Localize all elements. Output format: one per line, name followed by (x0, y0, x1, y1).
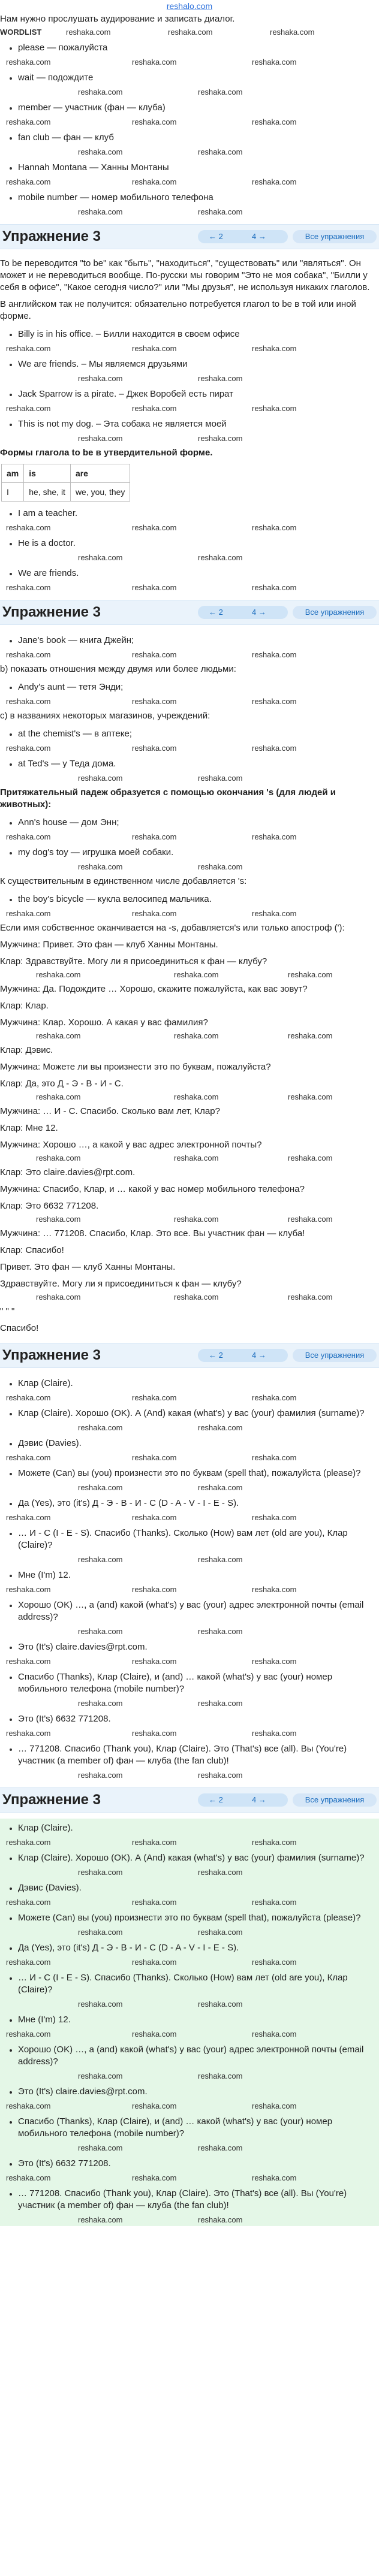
watermark: reshaka.com (198, 2143, 243, 2152)
watermark-row (0, 28, 379, 38)
wordlist-item: wait — подождите (0, 68, 379, 87)
dialogue-line: Клар: Спасибо! (0, 1245, 64, 1255)
exercise-bar (0, 1343, 379, 1368)
watermark-row (0, 832, 379, 843)
exercise-pager (198, 606, 288, 619)
list-item: my dog's toy — игрушка моей собаки. (0, 843, 379, 862)
rule-text: Если имя собственное оканчивается на -s, добавляется's или только апостроф ('): (0, 923, 345, 933)
table-cell: we, you, they (70, 483, 130, 502)
dialogue-line: Клар: Да, это Д - Э - В - И - С. (0, 1079, 124, 1089)
watermark: reshaka.com (132, 58, 177, 67)
watermark: reshaka.com (198, 2071, 243, 2080)
watermark-row (0, 697, 379, 708)
dialogue-line: Мужчина: Спасибо, Клар, и … какой у вас номер мобильного телефона? (0, 1184, 305, 1194)
watermark: reshaka.com (132, 909, 177, 918)
answer-item: Мне (I'm) 12. (0, 2010, 379, 2030)
watermark-row (0, 1215, 379, 1225)
watermark: reshaka.com (132, 1729, 177, 1738)
watermark: reshaka.com (288, 1092, 333, 1101)
watermark: reshaka.com (36, 1215, 81, 1224)
watermark: reshaka.com (132, 744, 177, 753)
rule-text: Притяжательный падеж образуется с помощью окончания 's (для людей и животных): (0, 787, 336, 810)
watermark: reshaka.com (6, 177, 51, 186)
dialogue-line: Мужчина: Привет. Это фан — клуб Ханны Монтаны. (0, 940, 218, 950)
watermark-row (0, 1958, 379, 1968)
exercise-title: Упражнение 3 (2, 228, 101, 244)
watermark-row (0, 2215, 379, 2226)
all-exercises-button[interactable]: Все упражнения (293, 1793, 377, 1807)
exercise-title: Упражнение 3 (2, 604, 101, 620)
watermark: reshaka.com (132, 650, 177, 659)
prev-exercise-button[interactable]: ← 2 (209, 232, 223, 241)
list-item: Jane's book — книга Джейн; (0, 631, 379, 650)
dialogue-line: Мужчина: Можете ли вы произнести это по буквам, пожалуйста? (0, 1062, 271, 1072)
exercise-title: Упражнение 3 (2, 1347, 101, 1363)
watermark-row (0, 207, 379, 218)
watermark: reshaka.com (132, 697, 177, 706)
answer-item: Можете (Can) вы (you) произнести это по буквам (spell that), пожалуйста (please)? (0, 1908, 379, 1928)
watermark-row (0, 1898, 379, 1908)
watermark: reshaka.com (78, 147, 123, 156)
watermark: reshaka.com (288, 970, 333, 979)
watermark: reshaka.com (6, 2173, 51, 2182)
watermark: reshaka.com (132, 1453, 177, 1462)
watermark: reshaka.com (6, 650, 51, 659)
watermark: reshaka.com (6, 523, 51, 532)
example-item: He is a doctor. (0, 534, 379, 553)
watermark: reshaka.com (174, 1215, 219, 1224)
answer-item: Это (It's) claire.davies@rpt.com. (0, 2082, 379, 2101)
watermark: reshaka.com (78, 1483, 123, 1492)
answer-item: Клар (Claire). (0, 1374, 379, 1393)
exercise-pager (198, 230, 288, 243)
watermark: reshaka.com (132, 2173, 177, 2182)
exercise-bar (0, 600, 379, 625)
dialogue-line: Мужчина: Клар. Хорошо. А какая у вас фамилия? (0, 1017, 208, 1028)
example-item: We are friends. (0, 564, 379, 583)
answer-list-highlighted (0, 1819, 379, 2226)
watermark: reshaka.com (198, 87, 243, 96)
watermark-row (0, 374, 379, 385)
watermark: reshaka.com (252, 523, 297, 532)
answer-item: Это (It's) 6632 771208. (0, 1710, 379, 1729)
watermark: reshaka.com (174, 1092, 219, 1101)
watermark: reshaka.com (252, 404, 297, 413)
watermark-row (0, 583, 379, 594)
exercise-title: Упражнение 3 (2, 1792, 101, 1808)
watermark-row (0, 87, 379, 98)
watermark: reshaka.com (36, 1153, 81, 1162)
forms-examples (0, 504, 379, 594)
watermark-row (0, 970, 379, 981)
watermark-row (0, 1423, 379, 1434)
wordlist-item: mobile number — номер мобильного телефона (0, 188, 379, 207)
intro-text: Нам нужно прослушать аудирование и записать диалог. (0, 14, 235, 24)
watermark: reshaka.com (6, 1958, 51, 1967)
grammar-paragraph: В английском так не получится: обязательно потребуется глагол to be в той или иной форме. (0, 299, 356, 321)
answer-item: Дэвис (Davies). (0, 1879, 379, 1898)
next-exercise-button[interactable]: 4 → (252, 1795, 266, 1804)
answer-item: Клар (Claire). (0, 1819, 379, 1838)
watermark: reshaka.com (78, 2000, 123, 2009)
rule-text: К существительным в единственном числе добавляется 's: (0, 876, 247, 886)
list-item: Ann's house — дом Энн; (0, 813, 379, 832)
watermark: reshaka.com (198, 774, 243, 783)
watermark: reshaka.com (198, 2215, 243, 2224)
watermark: reshaka.com (6, 1838, 51, 1847)
watermark: reshaka.com (198, 207, 243, 216)
forms-heading: Формы глагола to be в утвердительной форме. (0, 448, 213, 458)
watermark: reshaka.com (6, 344, 51, 353)
watermark-row (0, 1771, 379, 1781)
answer-item: Дэвис (Davies). (0, 1434, 379, 1453)
watermark: reshaka.com (198, 1928, 243, 1937)
wordlist (0, 38, 379, 218)
watermark-row (0, 1483, 379, 1494)
watermark: reshaka.com (132, 1585, 177, 1594)
watermark-row (0, 2071, 379, 2082)
answer-line: Спасибо! (0, 1323, 39, 1333)
answer-lines (0, 1259, 379, 1337)
watermark-row (0, 404, 379, 415)
watermark: reshaka.com (198, 147, 243, 156)
watermark-row (0, 2101, 379, 2112)
watermark: reshaka.com (78, 1699, 123, 1708)
watermark: reshaka.com (132, 404, 177, 413)
watermark: reshaka.com (252, 177, 297, 186)
answer-item: Спасибо (Thanks), Клар (Claire), и (and) … какой (what's) у вас (your) номер мобильного телефона (mobile number)? (0, 1668, 379, 1699)
watermark: reshaka.com (36, 1031, 81, 1040)
watermark: reshaka.com (78, 1928, 123, 1937)
answer-line: Здравствуйте. Могу ли я присоединиться к фан — клубу? (0, 1279, 242, 1289)
watermark-row (0, 177, 379, 188)
watermark: reshaka.com (6, 832, 51, 841)
watermark: reshaka.com (132, 523, 177, 532)
watermark: reshaka.com (36, 1292, 81, 1301)
watermark: reshaka.com (132, 1898, 177, 1907)
watermark: reshaka.com (132, 2030, 177, 2039)
wordlist-item: fan club — фан — клуб (0, 128, 379, 147)
watermark: reshaka.com (198, 1555, 243, 1564)
answer-item: … 771208. Спасибо (Thank you), Клар (Claire). Это (That's) все (all). Вы (You're) участник (a member of) фан — клуба (the fan club)! (0, 2184, 379, 2215)
watermark: reshaka.com (78, 1868, 123, 1877)
example-item: I am a teacher. (0, 504, 379, 523)
watermark: reshaka.com (78, 207, 123, 216)
watermark: reshaka.com (78, 774, 123, 783)
watermark: reshaka.com (78, 1555, 123, 1564)
next-exercise-button[interactable]: 4 → (252, 232, 266, 241)
watermark: reshaka.com (198, 862, 243, 871)
grammar-examples (0, 325, 379, 445)
watermark: reshaka.com (6, 697, 51, 706)
watermark: reshaka.com (252, 909, 297, 918)
watermark: reshaka.com (36, 970, 81, 979)
example-item: Billy is in his office. – Билли находится в своем офисе (0, 325, 379, 344)
watermark: reshaka.com (6, 1393, 51, 1402)
forms-table (1, 464, 130, 502)
answer-item: Это (It's) 6632 771208. (0, 2154, 379, 2173)
watermark: reshaka.com (78, 2071, 123, 2080)
watermark: reshaka.com (6, 1513, 51, 1522)
rule-text: b) показать отношения между двумя или более людьми: (0, 664, 236, 674)
watermark: reshaka.com (252, 650, 297, 659)
watermark: reshaka.com (252, 697, 297, 706)
exercise-bar (0, 1787, 379, 1813)
table-cell: I (2, 483, 24, 502)
exercise-bar (0, 224, 379, 249)
watermark-row (0, 909, 379, 920)
table-cell: he, she, it (24, 483, 71, 502)
watermark-row (0, 1838, 379, 1849)
watermark: reshaka.com (78, 87, 123, 96)
watermark: reshaka.com (132, 1393, 177, 1402)
watermark-row (0, 1657, 379, 1668)
watermark: reshaka.com (252, 1898, 297, 1907)
prev-exercise-button[interactable]: ← 2 (209, 1351, 223, 1360)
table-header: am (2, 464, 24, 483)
watermark: reshaka.com (174, 970, 219, 979)
answer-line: Привет. Это фан — клуб Ханны Монтаны. (0, 1262, 176, 1272)
next-exercise-button[interactable]: 4 → (252, 1351, 266, 1360)
exercise-pager (198, 1349, 288, 1362)
answer-item: … И - С (I - E - S). Спасибо (Thanks). Сколько (How) вам лет (old are you), Клар (Claire)? (0, 1524, 379, 1555)
watermark: reshaka.com (78, 2143, 123, 2152)
watermark-row (0, 1585, 379, 1596)
watermark: reshaka.com (288, 1215, 333, 1224)
watermark-row (0, 774, 379, 784)
watermark: reshaka.com (198, 1423, 243, 1432)
watermark-row (0, 1031, 379, 1042)
watermark: reshaka.com (252, 1453, 297, 1462)
watermark-row (0, 1868, 379, 1879)
answer-item: Это (It's) claire.davies@rpt.com. (0, 1638, 379, 1657)
watermark-row (0, 2173, 379, 2184)
watermark: reshaka.com (252, 832, 297, 841)
example-item: This is not my dog. – Эта собака не является моей (0, 415, 379, 434)
dialogue-line: Клар: Это 6632 771208. (0, 1201, 99, 1211)
watermark: reshaka.com (6, 744, 51, 753)
watermark: reshaka.com (288, 1153, 333, 1162)
watermark-row (0, 434, 379, 445)
watermark: reshaka.com (252, 2030, 297, 2039)
rule-text: c) в названиях некоторых магазинов, учреждений: (0, 711, 210, 721)
watermark: reshaka.com (78, 862, 123, 871)
next-exercise-button[interactable]: 4 → (252, 608, 266, 617)
wordlist-item: Hannah Montana — Ханны Монтаны (0, 158, 379, 177)
watermark: reshaka.com (198, 1699, 243, 1708)
dialogue (0, 937, 379, 1259)
watermark: reshaka.com (132, 1838, 177, 1847)
watermark-row (0, 1555, 379, 1566)
watermark-row (0, 1393, 379, 1404)
watermark-row (0, 1153, 379, 1164)
watermark: reshaka.com (132, 1657, 177, 1666)
watermark: reshaka.com (6, 404, 51, 413)
watermark: reshaka.com (198, 1868, 243, 1877)
watermark: reshaka.com (6, 1453, 51, 1462)
watermark-row (0, 1292, 379, 1303)
watermark-row (0, 650, 379, 661)
dialogue-line: Клар: Это claire.davies@rpt.com. (0, 1167, 136, 1177)
watermark: reshaka.com (132, 117, 177, 126)
watermark: reshaka.com (252, 2173, 297, 2182)
prev-exercise-button[interactable]: ← 2 (209, 1795, 223, 1804)
watermark: reshaka.com (198, 2000, 243, 2009)
watermark-row (0, 2030, 379, 2040)
watermark: reshaka.com (78, 374, 123, 383)
watermark-row (0, 147, 379, 158)
list-item: at the chemist's — в аптеке; (0, 724, 379, 744)
watermark: reshaka.com (174, 1292, 219, 1301)
watermark: reshaka.com (6, 2030, 51, 2039)
wordlist-item: please — пожалуйста (0, 38, 379, 58)
watermark: reshaka.com (252, 1513, 297, 1522)
watermark: reshaka.com (198, 1483, 243, 1492)
watermark: reshaka.com (132, 1513, 177, 1522)
answer-list (0, 1374, 379, 1781)
answer-item: Хорошо (OK) …, а (and) какой (what's) у вас (your) адрес электронной почты (email address)? (0, 1596, 379, 1627)
all-exercises-button[interactable]: Все упражнения (293, 606, 377, 619)
watermark: reshaka.com (252, 1393, 297, 1402)
answer-item: … И - С (I - E - S). Спасибо (Thanks). Сколько (How) вам лет (old are you), Клар (Claire)? (0, 1968, 379, 2000)
example-item: We are friends. – Мы являемся друзьями (0, 355, 379, 374)
watermark: reshaka.com (78, 1423, 123, 1432)
watermark: reshaka.com (288, 1031, 333, 1040)
watermark: reshaka.com (270, 28, 315, 37)
exercise-pager (198, 1793, 288, 1807)
watermark: reshaka.com (6, 2101, 51, 2110)
dialogue-line: Клар: Клар. (0, 1001, 49, 1011)
watermark-row (0, 2143, 379, 2154)
answer-item: Клар (Claire). Хорошо (OK). А (And) какая (what's) у вас (your) фамилия (surname)? (0, 1849, 379, 1868)
answer-item: Спасибо (Thanks), Клар (Claire), и (and) … какой (what's) у вас (your) номер мобильного телефона (mobile number)? (0, 2112, 379, 2143)
grammar-paragraph: To be переводится "to be" как "быть", "находиться", "существовать" или "являться". Он может и не переводиться вообще. По-русски мы говорим "Это не моя собака", "Билли у себя в офисе", "Какое сегодня число?" или "Мы друзья", не используя никаких глаголов. (0, 258, 370, 292)
wordlist-heading: WORDLIST (0, 28, 42, 37)
watermark: reshaka.com (174, 1153, 219, 1162)
answer-item: Можете (Can) вы (you) произнести это по буквам (spell that), пожалуйста (please)? (0, 1464, 379, 1483)
watermark-row (0, 1729, 379, 1740)
watermark: reshaka.com (78, 2215, 123, 2224)
watermark: reshaka.com (252, 1585, 297, 1594)
watermark: reshaka.com (198, 434, 243, 443)
watermark: reshaka.com (252, 1838, 297, 1847)
watermark-row (0, 1513, 379, 1524)
watermark: reshaka.com (174, 1031, 219, 1040)
dialogue-line: Мужчина: … 771208. Спасибо, Клар. Это все. Вы участник фан — клуба! (0, 1228, 305, 1239)
dialogue-line: Клар: Здравствуйте. Могу ли я присоединиться к фан — клубу? (0, 956, 267, 967)
all-exercises-button[interactable]: Все упражнения (293, 230, 377, 243)
watermark: reshaka.com (78, 1771, 123, 1780)
watermark: reshaka.com (6, 1657, 51, 1666)
watermark: reshaka.com (198, 1627, 243, 1636)
watermark: reshaka.com (252, 344, 297, 353)
watermark-row (0, 2000, 379, 2010)
wordlist-item: member — участник (фан — клуба) (0, 98, 379, 117)
dialogue-line: Клар: Дэвис. (0, 1045, 53, 1055)
watermark: reshaka.com (6, 1729, 51, 1738)
watermark: reshaka.com (252, 117, 297, 126)
watermark-row (0, 58, 379, 68)
site-link[interactable]: reshalo.com (166, 1, 213, 11)
dialogue-line: Клар: Мне 12. (0, 1123, 58, 1133)
watermark: reshaka.com (78, 553, 123, 562)
watermark-row (0, 523, 379, 534)
watermark: reshaka.com (6, 58, 51, 67)
answer-item: Мне (I'm) 12. (0, 1566, 379, 1585)
watermark: reshaka.com (66, 28, 111, 37)
watermark: reshaka.com (132, 344, 177, 353)
watermark: reshaka.com (288, 1292, 333, 1301)
watermark-row (0, 344, 379, 355)
watermark: reshaka.com (132, 177, 177, 186)
watermark: reshaka.com (132, 583, 177, 592)
watermark: reshaka.com (6, 583, 51, 592)
watermark: reshaka.com (6, 1898, 51, 1907)
watermark-row (0, 553, 379, 564)
watermark: reshaka.com (78, 1627, 123, 1636)
answer-item: … 771208. Спасибо (Thank you), Клар (Claire). Это (That's) все (all). Вы (You're) участник (a member of) фан — клуба (the fan club)! (0, 1740, 379, 1771)
dialogue-line: Мужчина: Хорошо …, а какой у вас адрес электронной почты? (0, 1140, 262, 1150)
answer-line: " " " (0, 1306, 15, 1316)
dialogue-line: Мужчина: Да. Подождите … Хорошо, скажите пожалуйста, как вас зовут? (0, 984, 308, 994)
answer-item: Да (Yes), это (it's) Д - Э - В - И - С (D - A - V - I - E - S). (0, 1494, 379, 1513)
table-header: is (24, 464, 71, 483)
list-item: the boy's bicycle — кукла велосипед мальчика. (0, 890, 379, 909)
watermark-row (0, 862, 379, 873)
watermark: reshaka.com (252, 2101, 297, 2110)
watermark-row (0, 1627, 379, 1638)
answer-item: Хорошо (OK) …, а (and) какой (what's) у вас (your) адрес электронной почты (email address)? (0, 2040, 379, 2071)
watermark: reshaka.com (132, 832, 177, 841)
dialogue-line: Мужчина: … И - С. Спасибо. Сколько вам лет, Клар? (0, 1106, 220, 1116)
watermark: reshaka.com (6, 909, 51, 918)
watermark: reshaka.com (132, 2101, 177, 2110)
watermark-row (0, 1928, 379, 1938)
watermark-row (0, 1699, 379, 1710)
answer-item: Клар (Claire). Хорошо (OK). А (And) какая (what's) у вас (your) фамилия (surname)? (0, 1404, 379, 1423)
all-exercises-button[interactable]: Все упражнения (293, 1349, 377, 1362)
watermark: reshaka.com (78, 434, 123, 443)
watermark-row (0, 117, 379, 128)
watermark: reshaka.com (252, 58, 297, 67)
watermark: reshaka.com (252, 1958, 297, 1967)
watermark: reshaka.com (6, 1585, 51, 1594)
example-item: Jack Sparrow is a pirate. – Джек Воробей есть пират (0, 385, 379, 404)
watermark: reshaka.com (252, 744, 297, 753)
watermark-row (0, 1092, 379, 1103)
watermark: reshaka.com (168, 28, 213, 37)
watermark: reshaka.com (198, 1771, 243, 1780)
answer-item: Да (Yes), это (it's) Д - Э - В - И - С (D - A - V - I - E - S). (0, 1938, 379, 1958)
watermark: reshaka.com (252, 583, 297, 592)
watermark: reshaka.com (252, 1657, 297, 1666)
watermark: reshaka.com (6, 117, 51, 126)
watermark-row (0, 744, 379, 754)
watermark-row (0, 1453, 379, 1464)
list-item: at Ted's — у Теда дома. (0, 754, 379, 774)
watermark: reshaka.com (198, 553, 243, 562)
watermark: reshaka.com (132, 1958, 177, 1967)
watermark: reshaka.com (36, 1092, 81, 1101)
table-header: are (70, 464, 130, 483)
watermark: reshaka.com (198, 374, 243, 383)
list-item: Andy's aunt — тетя Энди; (0, 678, 379, 697)
prev-exercise-button[interactable]: ← 2 (209, 608, 223, 617)
watermark: reshaka.com (252, 1729, 297, 1738)
